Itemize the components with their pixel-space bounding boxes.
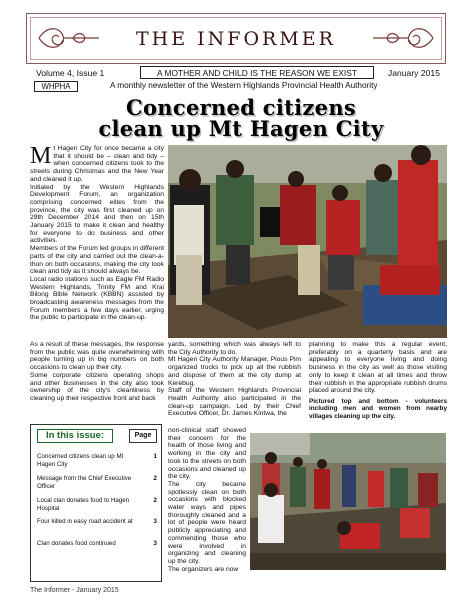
volunteers-photo-icon [168,145,447,338]
article-column-1 [30,145,164,322]
article-headline [38,97,444,139]
org-abbreviation-box: WHPHA [34,81,78,92]
page-column-label: Page [129,429,157,443]
issue-item-title: Four killed in easy road accident at [37,518,133,525]
slogan-box: A MOTHER AND CHILD IS THE REASON WE EXIST [140,66,374,79]
street-cleanup-photo-icon [250,433,446,570]
article-paragraph: Staff of the Western Highlands Provincial Health Authority also participated in the clean-up campaign. Led by their Chief Executive Officer, Dr. James Kintwa, the [168,387,301,418]
drop-cap: M [30,143,52,169]
masthead-title: THE INFORMER [136,28,336,50]
article-paragraph: The city became spotlessly clean on both occasions with blocked water ways and pipes thoroughly cleaned and a lot of people were heard publicly appreciating and commending those who were involved in organizing and cleaning up the city. [168,480,246,565]
article-paragraph: As a result of these messages, the response from the public was quite overwhelming with people turning up in big numbers on both occasions to clean up their city. [30,341,164,372]
issue-item-page: 1 [153,453,157,460]
headline-line-1: Concerned citizens [125,95,357,120]
volume-label: Volume 4, Issue 1 [36,68,105,78]
photo-caption: Pictured top and bottom - volunteers including men and women from nearby villages cleaning up the city. [309,397,447,420]
issue-list-item[interactable] [37,497,157,513]
in-this-issue-box [30,424,162,582]
issue-list-item[interactable] [37,453,157,469]
headline-line-2: clean up Mt Hagen City [98,116,384,141]
issue-item-title: Concerned citizens clean up Mt Hagen City [37,453,124,468]
issue-item-title: Message from the Chief Executive Officer [37,475,132,490]
article-paragraph: Local radio stations such as Eagle FM Radio Western Highlands, Trinity FM and Krai Bilong Bible Network (KBBN) assisted by broadcasting awareness messages from the Forum members a few days earlier, urging the public to participate in the clean-up. [30,275,164,322]
masthead [26,13,446,64]
page-footer: The Informer - January 2015 [30,587,119,594]
article-paragraph: yards, something which was always left to the City Authority to do. [168,341,301,356]
article-column-2 [168,341,301,418]
article-column-3 [309,341,447,420]
article-column-2-continued [168,427,246,573]
article-paragraph: Mt Hagen City Authority Manager, Pious Pim organized trucks to pick up all the rubbish and dispose of them at the city dump at Kerebug. [168,356,301,387]
issue-item-title: Clan donates food continued [37,540,116,547]
article-paragraph: The organizers are now [168,565,239,573]
right-ornament-icon [369,22,439,55]
in-this-issue-heading: In this issue: [37,429,113,443]
issue-item-page: 3 [153,518,157,525]
article-paragraph: Initiated by the Western Highlands Development Forum, an organization comprising concerned elites from the province, the city was first cleaned up on 29th December 2014 and then on 15th January 2015 to make it clean and healthy for everyone to do business and other activities. [30,183,164,245]
issue-date: January 2015 [387,68,440,78]
issue-item-title: Local clan donates food to Hagen Hospital [37,497,130,512]
article-column-1-continued [30,341,164,403]
subtitle-row [26,81,446,93]
cleanup-photo-bottom [250,433,446,570]
issue-item-page: 3 [153,540,157,547]
issue-item-page: 2 [153,475,157,482]
issue-info-row [26,66,446,80]
issue-item-page: 2 [153,497,157,504]
article-paragraph: Some corporate citizens operating shops and other businesses in the city also took ownership of the city's cleanliness by cleaning up their respective front and back [30,371,164,402]
issue-list-item[interactable] [37,518,157,526]
article-paragraph: non-clinical staff showed their concern for the health of those living and working in the city and took to the streets on both occasions and cleaned up the city. [168,427,246,481]
article-paragraph: t Hagen City for once became a city that it should be – clean and tidy – when concerned citizens took to the streets during Christmas and the New Year and cleaned it up. [30,145,164,183]
issue-list-item[interactable] [37,540,157,548]
article-paragraph: Members of the Forum led groups in different parts of the city and carried out the clean-a-thon on both occasions, making the city look clean and tidy as it should always be. [30,245,164,276]
cleanup-photo-top [168,145,447,338]
article-paragraph: planning to make this a regular event, preferably on a quarterly basis and are appealing to everyone living and doing business in the city as well as those visiting only to keep it clean at all times and throw their rubbish in the appropriate rubbish drums placed around the city. [309,341,447,395]
issue-list-item[interactable] [37,475,157,491]
newsletter-subtitle: A monthly newsletter of the Western Highlands Provincial Health Authority [110,81,378,90]
